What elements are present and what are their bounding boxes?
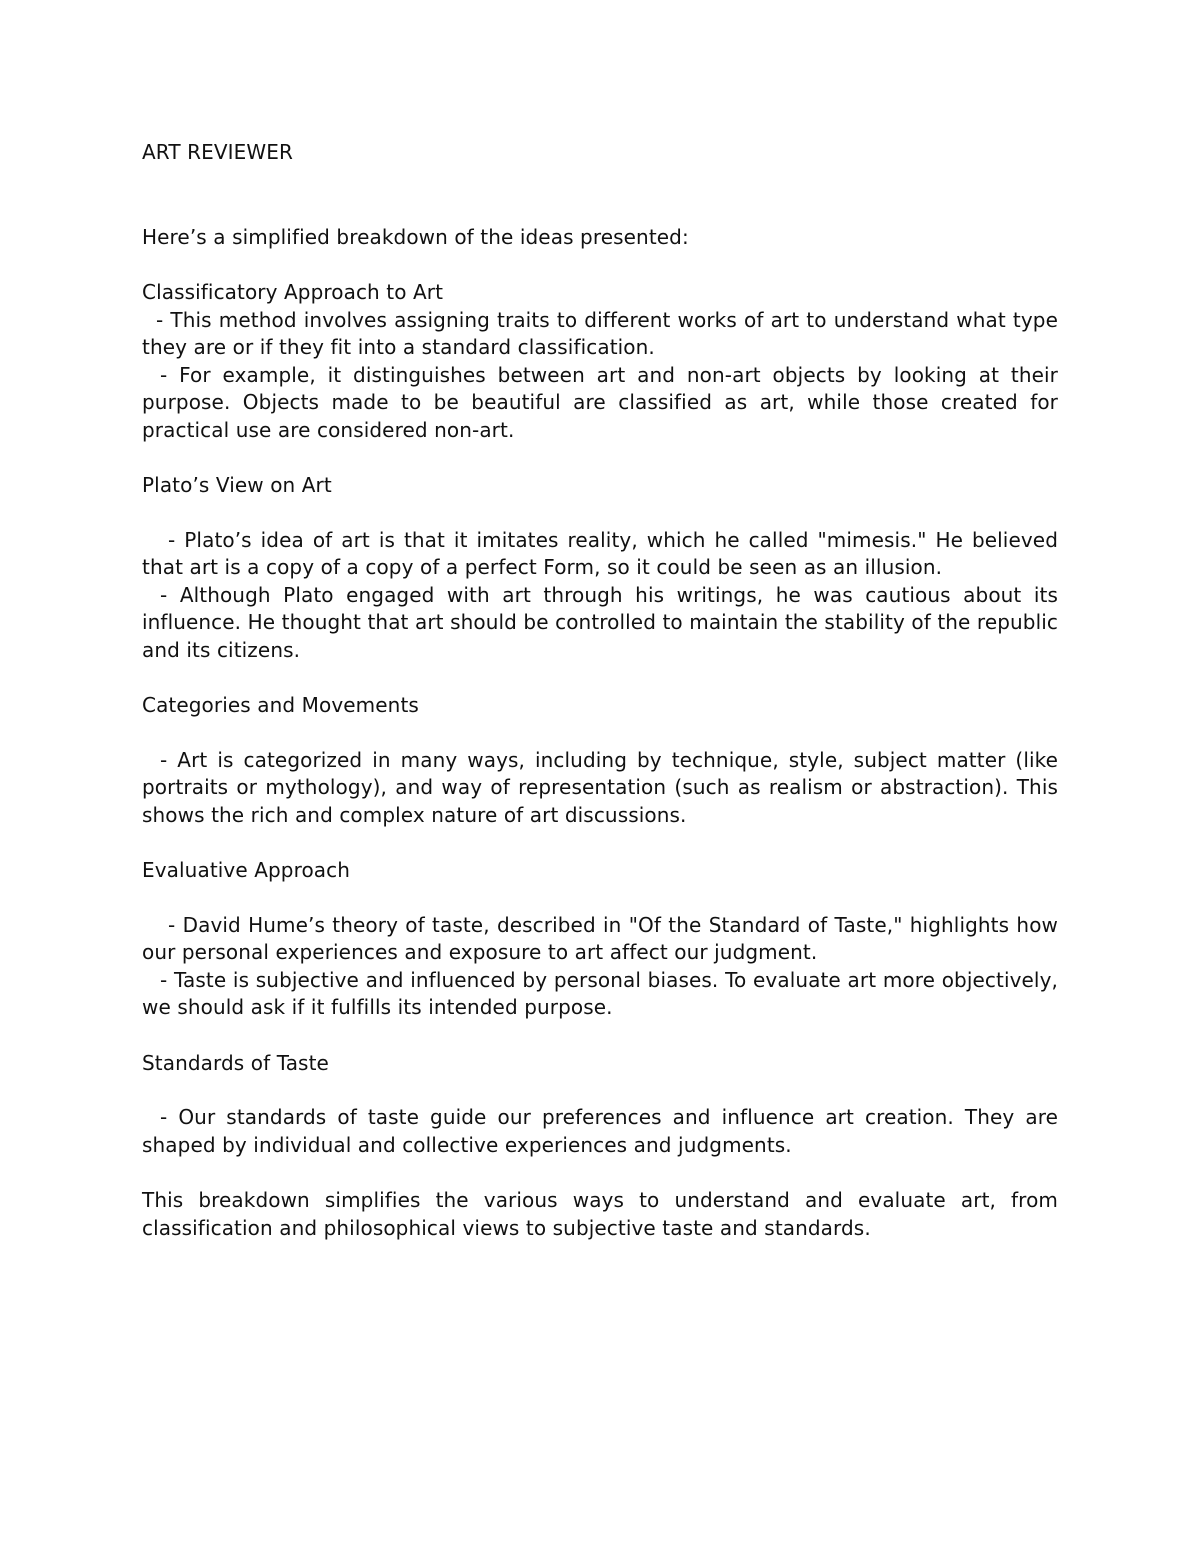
document-title: ART REVIEWER bbox=[142, 140, 293, 164]
section-platos-view bbox=[142, 472, 1058, 664]
section-item: - Our standards of taste guide our preferences and influence art creation. They are shaped by individual and collective experiences and judgments. bbox=[142, 1105, 1058, 1157]
document-body bbox=[142, 139, 1058, 1242]
section-item: - Art is categorized in many ways, including by technique, style, subject matter (like portraits or mythology), and way of representation (such as realism or abstraction). This shows the rich and complex nature of art discussions. bbox=[142, 747, 1058, 827]
section-item: - This method involves assigning traits to different works of art to understand what type they are or if they fit into a standard classification. bbox=[142, 307, 1058, 359]
section-item: - Taste is subjective and influenced by personal biases. To evaluate art more objectively, we should ask if it fulfills its intended purpose. bbox=[142, 967, 1058, 1019]
section-heading: Classificatory Approach to Art bbox=[142, 280, 444, 304]
intro-text: Here’s a simplified breakdown of the ideas presented: bbox=[142, 224, 689, 249]
section-item: - For example, it distinguishes between art and non-art objects by looking at their purpose. Objects made to be beautiful are classified as art, while those created for practical use are considered non-art. bbox=[142, 362, 1058, 442]
section-evaluative-approach bbox=[142, 857, 1058, 1022]
section-item: - Although Plato engaged with art through his writings, he was cautious about its influence. He thought that art should be controlled to maintain the stability of the republic and its citizens. bbox=[142, 582, 1058, 662]
section-classificatory-approach bbox=[142, 279, 1058, 444]
section-heading: Plato’s View on Art bbox=[142, 473, 332, 497]
section-heading: Categories and Movements bbox=[142, 693, 419, 717]
section-heading: Standards of Taste bbox=[142, 1050, 329, 1075]
section-categories-movements bbox=[142, 692, 1058, 829]
section-standards-of-taste bbox=[142, 1050, 1058, 1160]
section-heading: Evaluative Approach bbox=[142, 858, 351, 882]
section-item: - Plato’s idea of art is that it imitates reality, which he called "mimesis." He believed that art is a copy of a copy of a perfect Form, so it could be seen as an illusion. bbox=[142, 527, 1058, 579]
section-item: - David Hume’s theory of taste, described in "Of the Standard of Taste," highlights how our personal experiences and exposure to art affect our judgment. bbox=[142, 912, 1058, 964]
conclusion-text: This breakdown simplifies the various ways to understand and evaluate art, from classification and philosophical views to subjective taste and standards. bbox=[142, 1188, 1058, 1240]
